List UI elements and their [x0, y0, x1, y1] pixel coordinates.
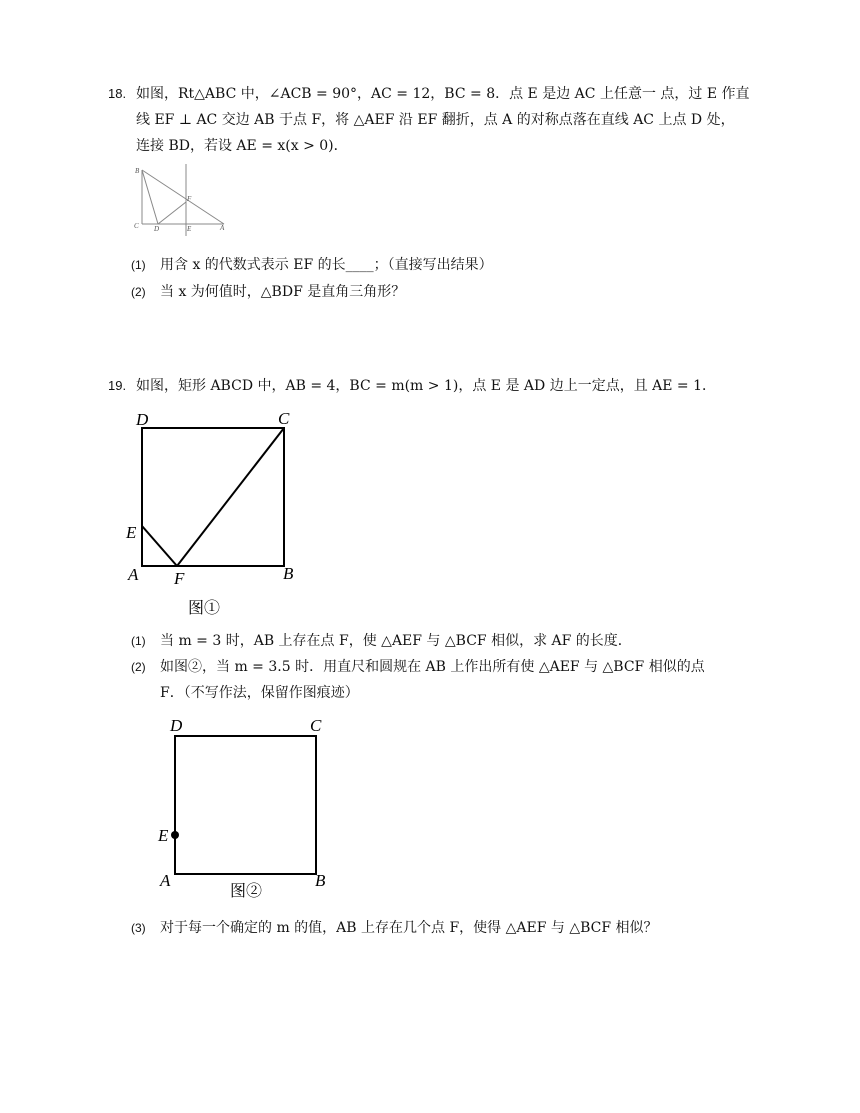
q18-part-1-text: 用含 x 的代数式表示 EF 的长____；（直接写出结果） [160, 257, 493, 273]
segment-bd [142, 170, 158, 224]
fig1-label-d: D [136, 410, 149, 429]
rectangle-abcd-2 [175, 736, 316, 874]
fig1-label-b: B [283, 564, 294, 583]
label-c: C [134, 222, 139, 230]
q19-part-1-number: (1) [131, 634, 146, 648]
fig2-label-b: B [315, 871, 326, 890]
q19-figure-1 [120, 404, 320, 619]
fig2-label-c: C [310, 716, 322, 735]
rectangle-abcd [142, 428, 284, 566]
segment-ba [142, 170, 224, 224]
label-d: D [154, 225, 160, 233]
segment-fc [177, 428, 284, 566]
fig1-label-c: C [278, 409, 290, 428]
fig1-label-a: A [128, 565, 139, 584]
q19-stem-line-1: 如图，矩形 ABCD 中，AB = 4，BC = m(m > 1)，点 E 是 AD 边上一定点，且 AE = 1． [136, 378, 717, 394]
fig2-caption: 图② [230, 883, 263, 900]
fig1-label-e: E [126, 523, 137, 542]
q18-part-1-number: (1) [131, 258, 146, 272]
label-e: E [187, 225, 192, 233]
segment-df [158, 202, 186, 224]
q18-stem-line-3: 连接 BD，若设 AE = x(x > 0)． [136, 138, 348, 154]
question-18-number: 18. [108, 86, 127, 101]
q19-part-2-text: 如图②，当 m = 3.5 时．用直尺和圆规在 AB 上作出所有使 △AEF 与 △BCF 相似的点 [160, 659, 705, 675]
fig2-label-d: D [170, 716, 183, 735]
q18-part-2-number: (2) [131, 285, 146, 299]
question-19-number: 19. [108, 378, 127, 393]
q18-part-2-text: 当 x 为何值时，△BDF 是直角三角形？ [160, 284, 406, 300]
fig1-label-f: F [174, 569, 185, 588]
q19-part-2-text-cont: F．（不写作法，保留作图痕迹） [160, 685, 359, 701]
point-e [171, 831, 179, 839]
q19-part-3-number: (3) [131, 921, 146, 935]
q18-stem-line-1: 如图，Rt△ABC 中，∠ACB = 90°，AC = 12，BC = 8．点 E 是边 AC 上任意一 点，过 E 作直 [136, 86, 750, 102]
fig2-label-e: E [158, 826, 169, 845]
fig1-caption: 图① [188, 600, 221, 617]
q19-part-2-number: (2) [131, 660, 146, 674]
fig2-label-a: A [160, 871, 171, 890]
q18-triangle-figure [128, 160, 238, 240]
q19-figure-2 [150, 710, 340, 902]
q19-part-1-text: 当 m = 3 时，AB 上存在点 F，使 △AEF 与 △BCF 相似，求 AF 的长度． [160, 633, 632, 649]
label-a: A [220, 224, 225, 232]
label-b: B [135, 167, 140, 175]
label-f: F [187, 195, 192, 203]
segment-ef [142, 526, 177, 566]
q19-part-3-text: 对于每一个确定的 m 的值，AB 上存在几个点 F，使得 △AEF 与 △BCF 相似？ [160, 920, 658, 936]
q18-stem-line-2: 线 EF ⊥ AC 交边 AB 于点 F，将 △AEF 沿 EF 翻折，点 A 的对称点落在直线 AC 上点 D 处， [136, 112, 735, 128]
